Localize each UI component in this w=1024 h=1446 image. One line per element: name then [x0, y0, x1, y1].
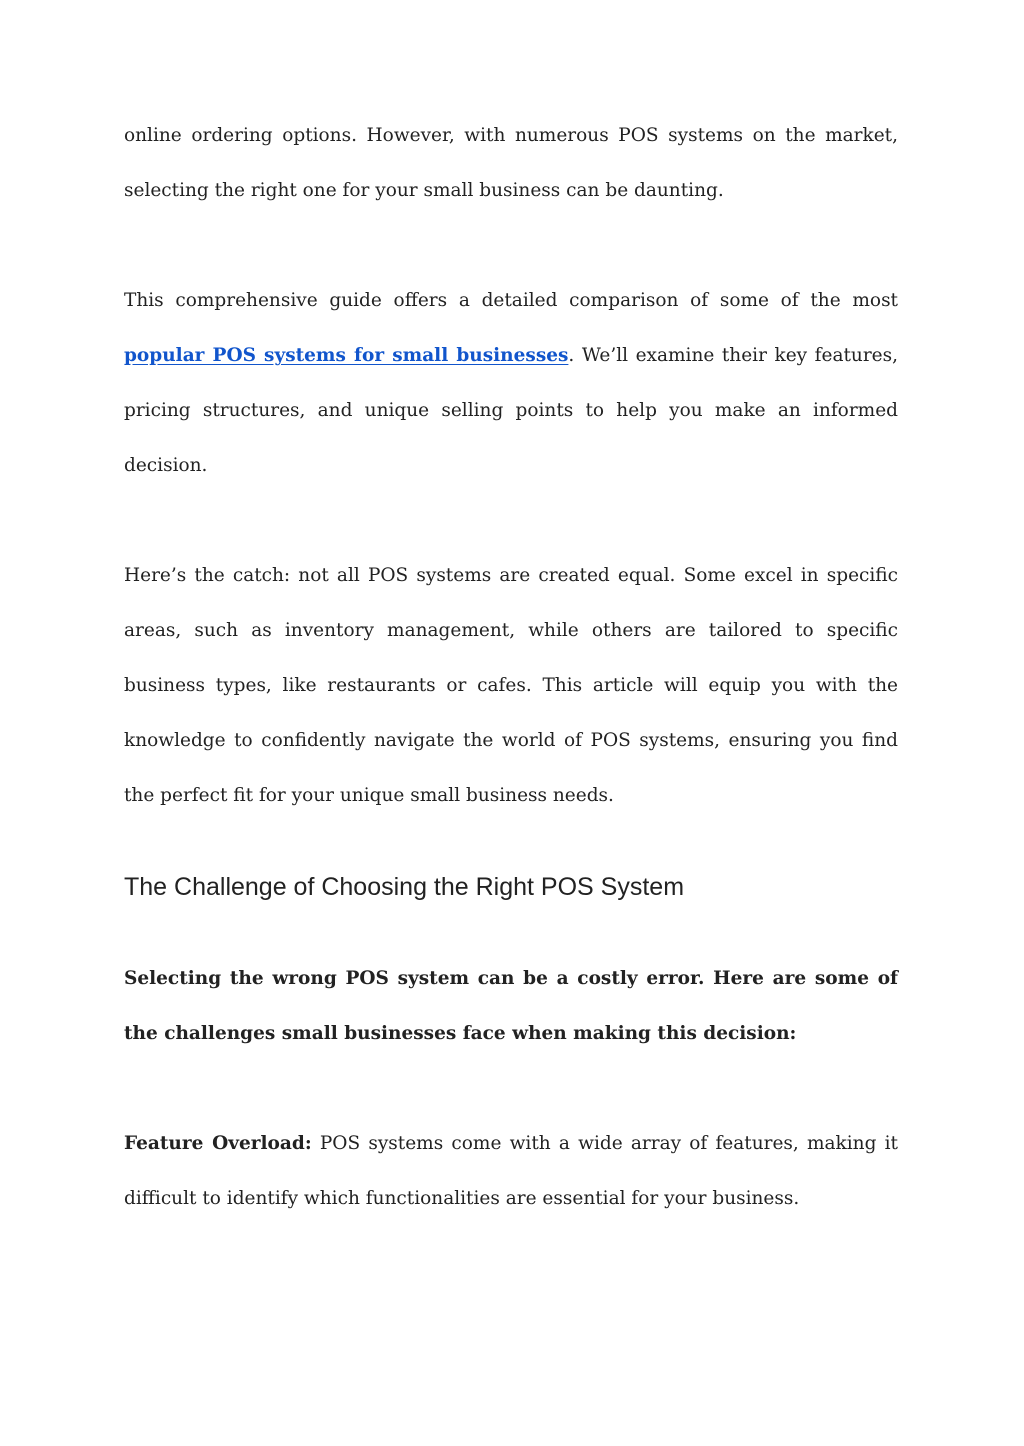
paragraph-spacer	[124, 218, 898, 273]
section-heading: The Challenge of Choosing the Right POS System	[124, 873, 685, 901]
document-page	[124, 108, 898, 1226]
feature-overload-label: Feature Overload:	[124, 1133, 312, 1154]
paragraph-catch: Here’s the catch: not all POS systems are created equal. Some excel in specific areas, such as inventory management, while others are tailored to specific business types, like restaurants or cafes. This article will equip you with the knowledge to confidently navigate the world of POS systems, ensuring you find the perfect fit for your unique small business needs.	[124, 565, 898, 806]
paragraph-intro: online ordering options. However, with numerous POS systems on the market, selecting the right one for your small business can be daunting.	[124, 125, 898, 201]
paragraph-guide-overview	[124, 273, 898, 493]
feature-overload-text: POS systems come with a wide array of features, making it difficult to identify which functionalities are essential for your business.	[124, 1133, 898, 1209]
paragraph-guide-text-after: . We’ll examine their key features, pricing structures, and unique selling points to help you make an informed decision.	[124, 345, 898, 476]
list-item-feature-overload	[124, 1116, 898, 1226]
section-lead-paragraph: Selecting the wrong POS system can be a costly error. Here are some of the challenges small businesses face when making this decision:	[124, 968, 898, 1044]
popular-pos-systems-link[interactable]: popular POS systems for small businesses	[124, 345, 569, 366]
paragraph-guide-text-before: This comprehensive guide offers a detailed comparison of some of the most	[124, 290, 898, 311]
paragraph-spacer	[124, 493, 898, 548]
paragraph-spacer	[124, 1061, 898, 1116]
